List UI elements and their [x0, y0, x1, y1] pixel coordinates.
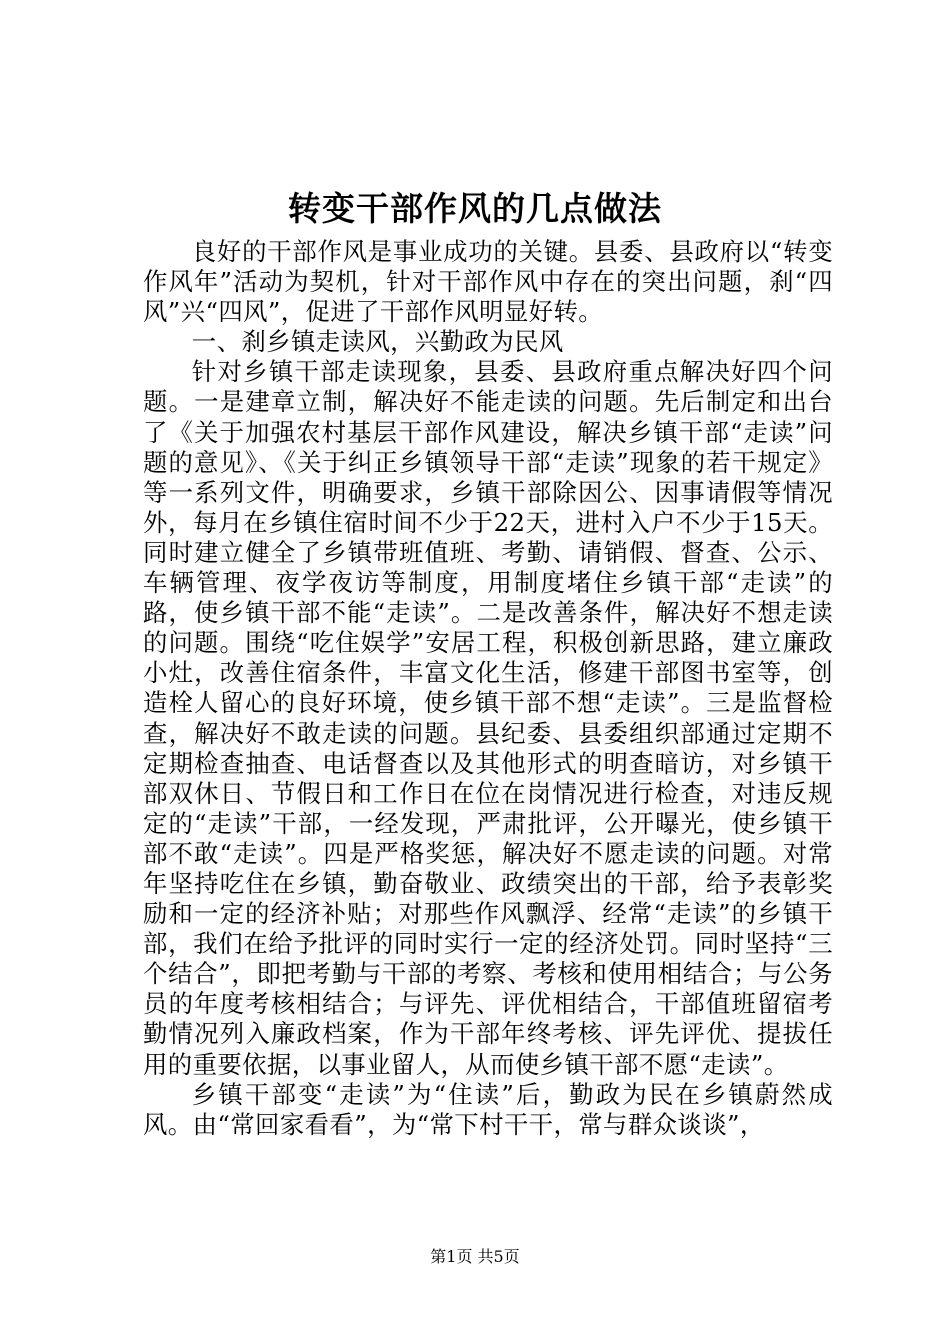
document-title: 转变干部作风的几点做法: [288, 189, 662, 228]
paragraph-results: 乡镇干部变“走读”为“住读”后，勤政为民在乡镇蔚然成风。由“常回家看看”，为“常下村干干，常与群众谈谈”，: [143, 1079, 833, 1139]
page-number-footer: 第1页 共5页: [430, 1247, 520, 1266]
paragraph-measures: 针对乡镇干部走读现象，县委、县政府重点解决好四个问题。一是建章立制，解决好不能走读的问题。先后制定和出台了《关于加强农村基层干部作风建设，解决乡镇干部“走读”问题的意见》、《关于纠正乡镇领导干部“走读”现象的若干规定》等一系列文件，明确要求，乡镇干部除因公、因事请假等情况外，每月在乡镇住宿时间不少于22天，进村入户不少于15天。同时建立健全了乡镇带班值班、考勤、请销假、督查、公示、车辆管理、夜学夜访等制度，用制度堵住乡镇干部“走读”的路，使乡镇干部不能“走读”。二是改善条件，解决好不想走读的问题。围绕“吃住娱学”安居工程，积极创新思路，建立廉政小灶，改善住宿条件，丰富文化生活，修建干部图书室等，创造栓人留心的良好环境，使乡镇干部不想“走读”。三是监督检查，解决好不敢走读的问题。县纪委、县委组织部通过定期不定期检查抽查、电话督查以及其他形式的明查暗访，对乡镇干部双休日、节假日和工作日在位在岗情况进行检查，对违反规定的“走读”干部，一经发现，严肃批评，公开曝光，使乡镇干部不敢“走读”。四是严格奖惩，解决好不愿走读的问题。对常年坚持吃住在乡镇，勤奋敬业、政绩突出的干部，给予表彰奖励和一定的经济补贴；对那些作风飘浮、经常“走读”的乡镇干部，我们在给予批评的同时实行一定的经济处罚。同时坚持“三个结合”，即把考勤与干部的考察、考核和使用相结合；与公务员的年度考核相结合；与评先、评优相结合，干部值班留宿考勤情况列入廉政档案，作为干部年终考核、评先评优、提拔任用的重要依据，以事业留人，从而使乡镇干部不愿“走读”。: [143, 357, 833, 1079]
paragraph-intro: 良好的干部作风是事业成功的关键。县委、县政府以“转变作风年”活动为契机，针对干部作风中存在的突出问题，刹“四风”兴“四风”，促进了干部作风明显好转。: [143, 237, 833, 327]
document-body: [143, 237, 833, 1140]
section-heading-1: 一、刹乡镇走读风，兴勤政为民风: [191, 327, 564, 357]
